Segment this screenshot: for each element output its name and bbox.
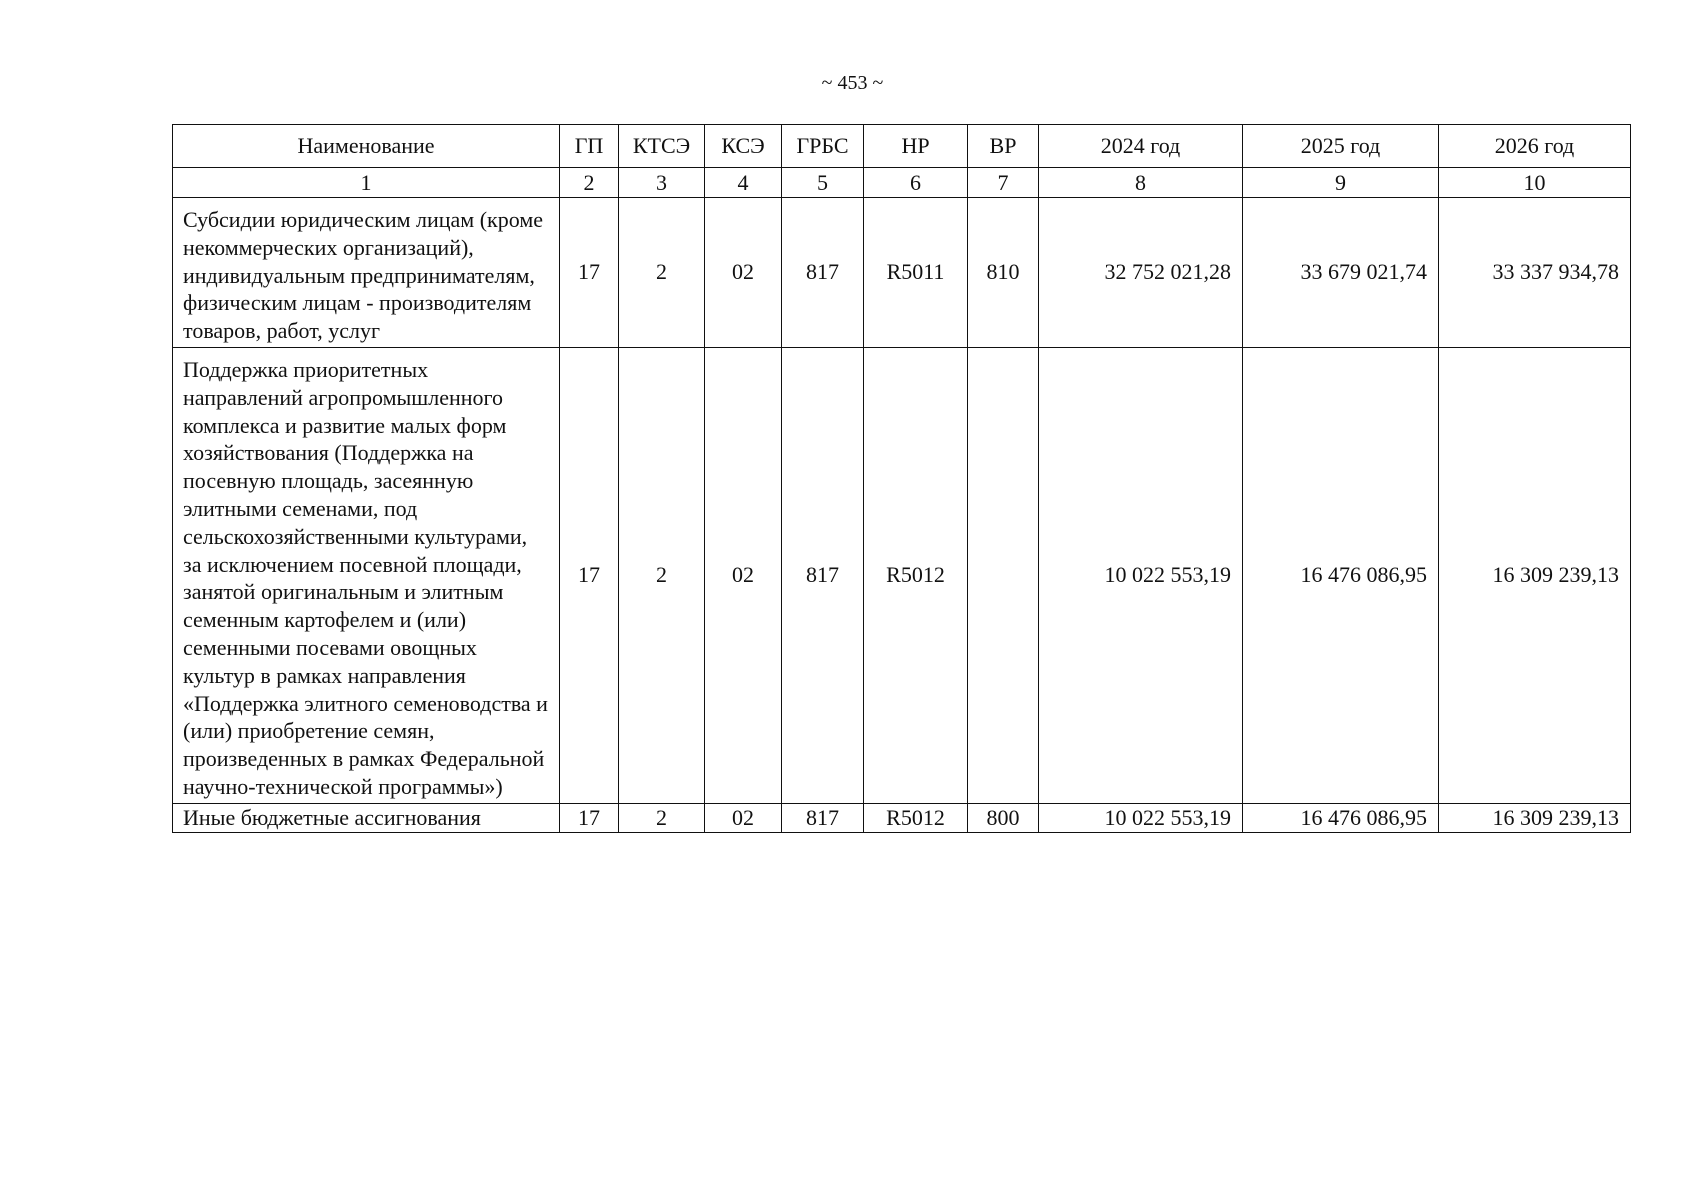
col-header-nr: НР <box>864 125 968 168</box>
row-amount-2024: 10 022 553,19 <box>1039 803 1243 832</box>
row-grbs: 817 <box>782 347 864 803</box>
col-header-name: Наименование <box>173 125 560 168</box>
row-kse: 02 <box>705 347 782 803</box>
row-ktse: 2 <box>619 803 705 832</box>
col-header-gp: ГП <box>560 125 619 168</box>
col-header-2026: 2026 год <box>1439 125 1631 168</box>
col-number: 4 <box>705 168 782 198</box>
row-grbs: 817 <box>782 198 864 348</box>
row-name: Субсидии юридическим лицам (кроме некоммерческих организаций), индивидуальным предпринимателям, физическим лицам - производителям товаров, работ, услуг <box>173 198 560 348</box>
header-row <box>173 125 1631 168</box>
row-nr: R5011 <box>864 198 968 348</box>
row-amount-2026: 33 337 934,78 <box>1439 198 1631 348</box>
col-number: 1 <box>173 168 560 198</box>
row-amount-2024: 10 022 553,19 <box>1039 347 1243 803</box>
row-name: Поддержка приоритетных направлений агропромышленного комплекса и развитие малых форм хозяйствования (Поддержка на посевную площадь, засеянную элитными семенами, под сельскохозяйственными культурами, за исключением посевной площади, занятой оригинальным и элитным семенным картофелем и (или) семенными посевами овощных культур в рамках направления «Поддержка элитного семеноводства и (или) приобретение семян, произведенных в рамках Федеральной научно-технической программы») <box>173 347 560 803</box>
page-number: ~ 453 ~ <box>821 72 884 94</box>
col-header-kse: КСЭ <box>705 125 782 168</box>
row-vr: 800 <box>968 803 1039 832</box>
row-gp: 17 <box>560 347 619 803</box>
row-vr <box>968 347 1039 803</box>
col-number: 2 <box>560 168 619 198</box>
row-amount-2026: 16 309 239,13 <box>1439 803 1631 832</box>
col-header-2024: 2024 год <box>1039 125 1243 168</box>
row-amount-2025: 33 679 021,74 <box>1243 198 1439 348</box>
col-header-grbs: ГРБС <box>782 125 864 168</box>
column-number-row <box>173 168 1631 198</box>
table-row <box>173 803 1631 832</box>
table-row <box>173 198 1631 348</box>
budget-table <box>172 124 1631 833</box>
row-amount-2026: 16 309 239,13 <box>1439 347 1631 803</box>
col-number: 6 <box>864 168 968 198</box>
col-number: 9 <box>1243 168 1439 198</box>
row-ktse: 2 <box>619 198 705 348</box>
row-nr: R5012 <box>864 803 968 832</box>
row-kse: 02 <box>705 803 782 832</box>
row-gp: 17 <box>560 803 619 832</box>
row-amount-2025: 16 476 086,95 <box>1243 347 1439 803</box>
col-header-2025: 2025 год <box>1243 125 1439 168</box>
row-vr: 810 <box>968 198 1039 348</box>
col-number: 7 <box>968 168 1039 198</box>
row-kse: 02 <box>705 198 782 348</box>
col-number: 10 <box>1439 168 1631 198</box>
col-header-ktse: КТСЭ <box>619 125 705 168</box>
row-amount-2024: 32 752 021,28 <box>1039 198 1243 348</box>
col-number: 3 <box>619 168 705 198</box>
row-amount-2025: 16 476 086,95 <box>1243 803 1439 832</box>
col-number: 5 <box>782 168 864 198</box>
row-name: Иные бюджетные ассигнования <box>173 803 560 832</box>
table-row <box>173 347 1631 803</box>
row-grbs: 817 <box>782 803 864 832</box>
row-gp: 17 <box>560 198 619 348</box>
row-nr: R5012 <box>864 347 968 803</box>
col-number: 8 <box>1039 168 1243 198</box>
col-header-vr: ВР <box>968 125 1039 168</box>
row-ktse: 2 <box>619 347 705 803</box>
